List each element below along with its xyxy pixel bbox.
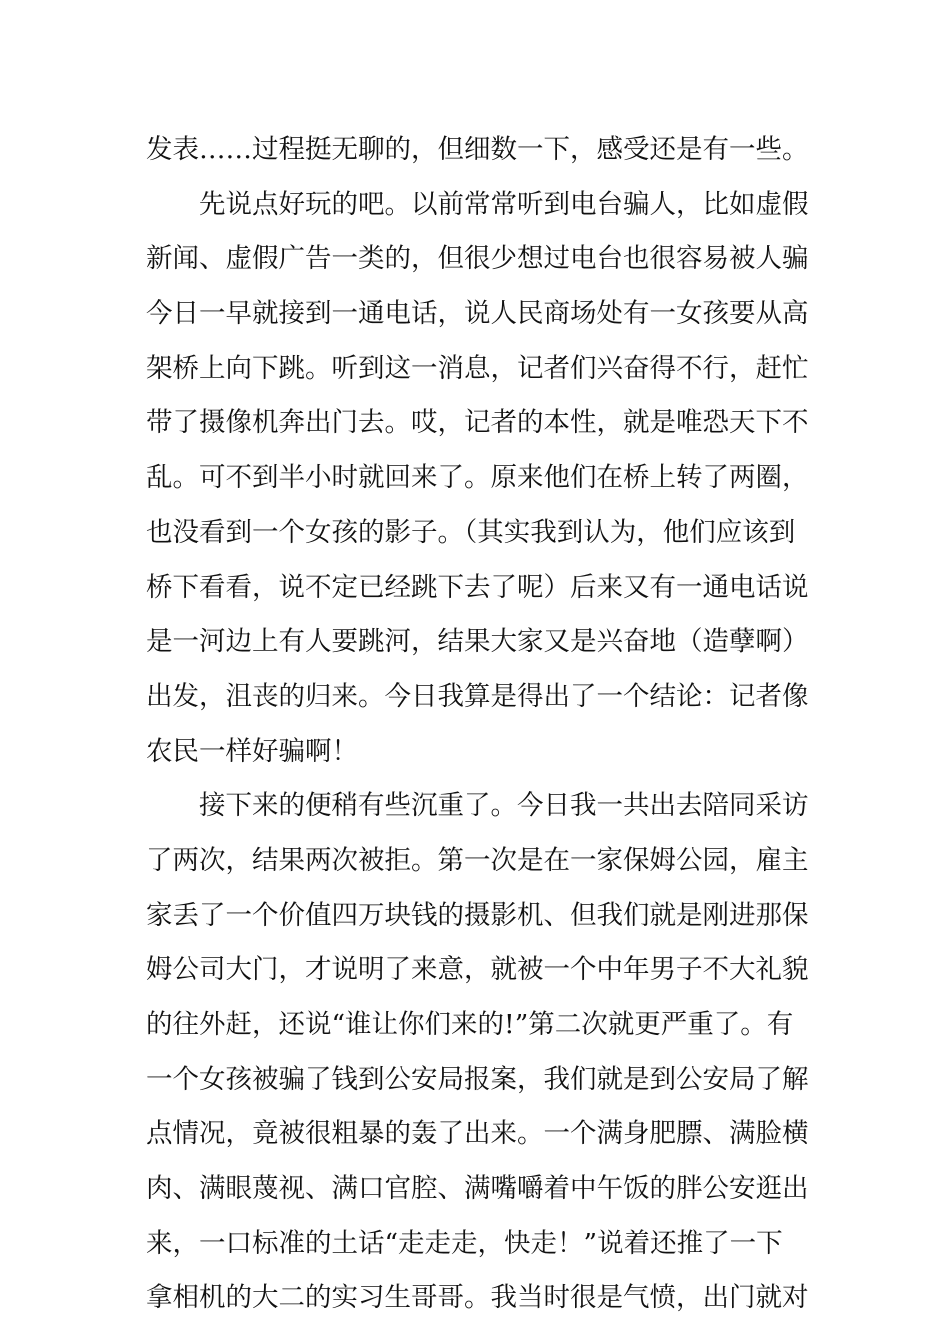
text-line: 肉、满眼蔑视、满口官腔、满嘴嚼着中午饭的胖公安逛出 (146, 1173, 809, 1205)
text-line: 来，一口标准的土话“走走走，快走！”说着还推了一下 (146, 1227, 783, 1259)
text-line: 家丢了一个价值四万块钱的摄影机、但我们就是刚进那保 (146, 899, 809, 931)
text-line: 是一河边上有人要跳河，结果大家又是兴奋地（造孽啊） (146, 626, 809, 658)
text-line: 架桥上向下跳。听到这一消息，记者们兴奋得不行，赶忙 (146, 352, 809, 384)
text-line: 农民一样好骗啊！ (146, 735, 358, 767)
text-line: 新闻、虚假广告一类的，但很少想过电台也很容易被人骗 (146, 243, 809, 275)
text-line: 了两次，结果两次被拒。第一次是在一家保姆公园，雇主 (146, 844, 809, 876)
document-body (146, 128, 808, 1331)
text-line: 发表……过程挺无聊的，但细数一下，感受还是有一些。 (146, 134, 809, 165)
text-line: 接下来的便稍有些沉重了。今日我一共出去陪同采访 (199, 790, 809, 822)
text-line: 乱。可不到半小时就回来了。原来他们在桥上转了两圈， (146, 462, 809, 494)
text-line: 的往外赶，还说“谁让你们来的!”第二次就更严重了。有 (146, 1009, 794, 1040)
text-line: 点情况，竟被很粗暴的轰了出来。一个满身肥膘、满脸横 (146, 1118, 809, 1150)
text-line: 也没看到一个女孩的影子。（其实我到认为，他们应该到 (146, 516, 796, 548)
text-line: 先说点好玩的吧。以前常常听到电台骗人，比如虚假 (199, 188, 809, 220)
text-line: 桥下看看，说不定已经跳下去了呢）后来又有一通电话说 (146, 571, 809, 603)
text-line: 今日一早就接到一通电话，说人民商场处有一女孩要从高 (146, 298, 809, 330)
text-line: 带了摄像机奔出门去。哎，记者的本性，就是唯恐天下不 (146, 407, 809, 439)
text-line: 出发，沮丧的归来。今日我算是得出了一个结论：记者像 (146, 680, 809, 712)
text-line: 一个女孩被骗了钱到公安局报案，我们就是到公安局了解 (146, 1063, 809, 1095)
text-line: 姆公司大门，才说明了来意，就被一个中年男子不大礼貌 (146, 954, 809, 986)
text-line: 拿相机的大二的实习生哥哥。我当时很是气愤，出门就对 (146, 1282, 809, 1314)
